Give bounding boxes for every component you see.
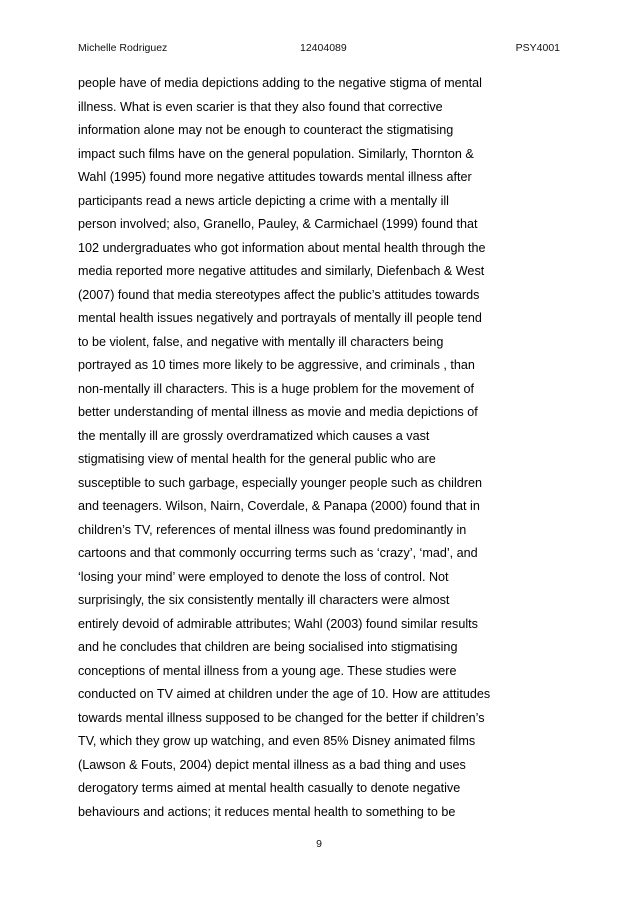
body-line: to be violent, false, and negative with mentally ill characters being	[78, 334, 444, 349]
body-line: behaviours and actions; it reduces mental health to something to be	[78, 804, 456, 819]
body-line: 102 undergraduates who got information about mental health through the	[78, 240, 486, 255]
page-number: 9	[316, 838, 322, 850]
body-line: and teenagers. Wilson, Nairn, Coverdale, & Panapa (2000) found that in	[78, 499, 480, 513]
body-line: derogatory terms aimed at mental health casually to denote negative	[78, 781, 461, 795]
body-paragraph	[78, 72, 560, 824]
body-line: impact such films have on the general population. Similarly, Thornton &	[78, 146, 474, 161]
body-line: information alone may not be enough to counteract the stigmatising	[78, 123, 454, 137]
body-line: surprisingly, the six consistently mentally ill characters were almost	[78, 593, 450, 607]
body-line: person involved; also, Granello, Pauley, & Carmichael (1999) found that	[78, 217, 478, 231]
body-line: cartoons and that commonly occurring terms such as ‘crazy’, ‘mad’, and	[78, 546, 478, 560]
body-line: non-mentally ill characters. This is a huge problem for the movement of	[78, 381, 474, 396]
body-line: entirely devoid of admirable attributes; Wahl (2003) found similar results	[78, 616, 478, 631]
body-line: portrayed as 10 times more likely to be aggressive, and criminals , than	[78, 358, 475, 372]
body-line: susceptible to such garbage, especially younger people such as children	[78, 475, 482, 490]
body-line: media reported more negative attitudes and similarly, Diefenbach & West	[78, 264, 485, 278]
body-line: Wahl (1995) found more negative attitudes towards mental illness after	[78, 170, 472, 184]
body-line: better understanding of mental illness as movie and media depictions of	[78, 405, 478, 419]
body-line: (Lawson & Fouts, 2004) depict mental illness as a bad thing and uses	[78, 757, 466, 772]
body-line: conceptions of mental illness from a young age. These studies were	[78, 663, 457, 678]
body-line: and he concludes that children are being socialised into stigmatising	[78, 640, 458, 654]
body-line: towards mental illness supposed to be changed for the better if children’s	[78, 710, 485, 725]
body-line: the mentally ill are grossly overdramatized which causes a vast	[78, 428, 430, 443]
body-line: children’s TV, references of mental illness was found predominantly in	[78, 522, 467, 537]
header-author: Michelle Rodriguez	[78, 42, 168, 54]
body-line: ‘losing your mind’ were employed to denote the loss of control. Not	[78, 569, 449, 584]
body-line: mental health issues negatively and portrayals of mentally ill people tend	[78, 311, 482, 325]
header-course: PSY4001	[515, 42, 560, 54]
body-line: people have of media depictions adding to the negative stigma of mental	[78, 76, 482, 90]
body-line: illness. What is even scarier is that they also found that corrective	[78, 99, 443, 114]
header-student-id: 12404089	[300, 42, 347, 54]
page-header	[78, 42, 560, 56]
body-line: conducted on TV aimed at children under the age of 10. How are attitudes	[78, 687, 491, 701]
body-line: (2007) found that media stereotypes affect the public’s attitudes towards	[78, 287, 480, 302]
body-line: participants read a news article depicting a crime with a mentally ill	[78, 193, 449, 208]
body-line: TV, which they grow up watching, and even 85% Disney animated films	[78, 734, 476, 748]
body-line: stigmatising view of mental health for the general public who are	[78, 452, 436, 466]
